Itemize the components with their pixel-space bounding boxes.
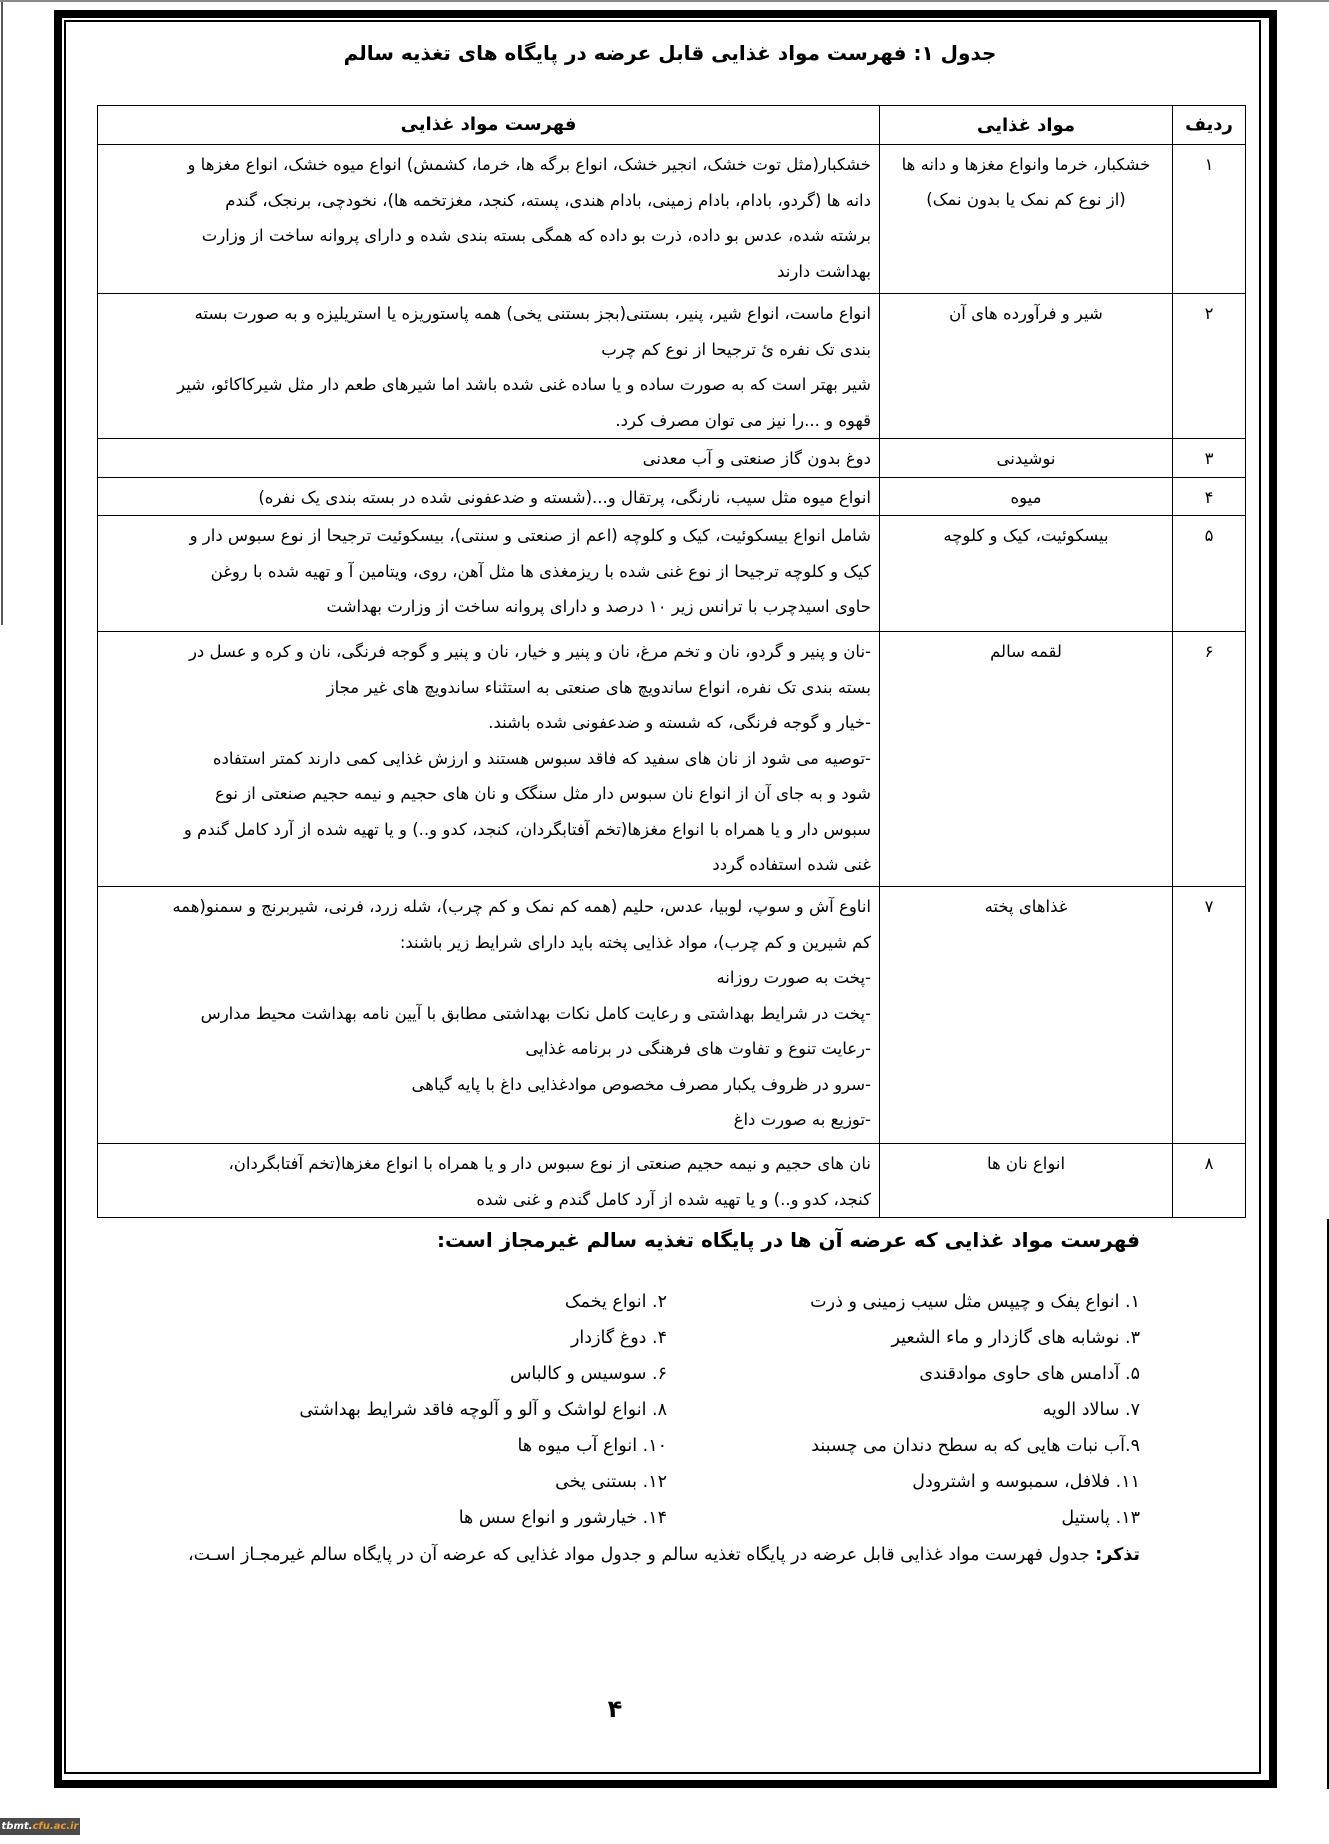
- forbidden-foods-heading: فهرست مواد غذایی که عرضه آن ها در پایگاه تغذیه سالم غیرمجاز است:: [436, 1228, 1140, 1252]
- food-description-line: بسته بندی تک نفره، انواع ساندویچ های صنعتی به استثناء ساندویچ های غیر مجاز: [326, 677, 871, 697]
- food-category-line: شیر و فرآورده های آن: [949, 304, 1103, 323]
- food-description: [98, 632, 880, 887]
- food-category: [880, 516, 1173, 632]
- table-row: [98, 887, 1246, 1144]
- top-edge-line: [0, 0, 1329, 2]
- forbidden-list-odd: [740, 1284, 1140, 1536]
- food-category-line: نوشیدنی: [996, 449, 1056, 468]
- food-category-line: (از نوع کم نمک یا بدون نمک): [926, 190, 1126, 209]
- forbidden-list-item: ۹.آب نبات هایی که به سطح دندان می چسبند: [811, 1436, 1140, 1456]
- note-label: تذکر:: [1095, 1545, 1140, 1565]
- food-description-line: کم شیرین و کم چرب)، مواد غذایی پخته باید دارای شرایط زیر باشند:: [399, 932, 871, 952]
- food-category: [880, 632, 1173, 887]
- table-header-row: [98, 106, 1246, 145]
- forbidden-list-item: ۶. سوسیس و کالباس: [509, 1364, 667, 1384]
- row-number: ۴: [1173, 477, 1246, 516]
- watermark-domain: cfu.ac.ir: [32, 1821, 79, 1832]
- food-description-line: دانه ها (گردو، بادام، بادام زمینی، بادام هندی، پسته، کنجد، مغزتخمه ها)، نخودچی، برنجک، گندم: [225, 190, 871, 210]
- row-number: ۲: [1173, 294, 1246, 439]
- forbidden-list-item: ۱۲. بستنی یخی: [555, 1472, 667, 1492]
- forbidden-list-item: ۳. نوشابه های گازدار و ماء الشعیر: [891, 1328, 1140, 1348]
- note: [188, 1538, 1140, 1572]
- food-description-line: اناوع آش و سوپ، لوبیا، عدس، حلیم (همه کم نمک و کم چرب)، شله زرد، فرنی، شیربرنج و سمنو(همه: [172, 897, 871, 916]
- forbidden-list-item: ۱. انواع پفک و چیپس مثل سیب زمینی و ذرت: [810, 1292, 1140, 1312]
- table-row: [98, 294, 1246, 439]
- food-category-line: میوه: [1010, 487, 1042, 507]
- food-description-line: انواع ماست، انواع شیر، پنیر، بستنی(بجز بستنی یخی) همه پاستوریزه یا استریلیزه و به صورت بسته: [194, 304, 871, 323]
- food-description: [98, 887, 880, 1144]
- food-description-line: -سرو در ظروف یکبار مصرف مخصوص موادغذایی داغ با پایه گیاهی: [411, 1074, 871, 1094]
- forbidden-list-item: ۱۴. خیارشور و انواع سس ها: [458, 1508, 667, 1528]
- food-category-line: غذاهای پخته: [984, 897, 1068, 916]
- forbidden-list-item: ۷. سالاد الویه: [1042, 1400, 1140, 1420]
- forbidden-list-item: ۱۳. پاستیل: [1061, 1508, 1140, 1528]
- food-description-line: شود و به جای آن از انواع نان سبوس دار مثل سنگک و نان های حجیم و نیمه حجیم صنعتی از نوع: [215, 784, 871, 803]
- food-description: [98, 294, 880, 439]
- table-row: [98, 1144, 1246, 1218]
- food-category: [880, 887, 1173, 1144]
- food-description-line: -نان و پنیر و گردو، نان و تخم مرغ، نان و پنیر و خیار، نان و پنیر و گوجه فرنگی، نان و کره و عسل در: [188, 642, 871, 661]
- table-row: [98, 477, 1246, 516]
- food-category: [880, 145, 1173, 294]
- food-description-line: کنجد، کدو و..) و یا تهیه شده از آرد کامل گندم و غنی شده: [476, 1189, 871, 1209]
- food-category-line: انواع نان ها: [986, 1154, 1066, 1173]
- food-description-line: برشته شده، عدس بو داده، ذرت بو داده که همگی بسته بندی شده و دارای پروانه ساخت از وزارت: [201, 226, 871, 245]
- food-description-line: نان های حجیم و نیمه حجیم صنعتی از نوع سبوس دار و یا همراه با انواع مغزها(تخم آفتابگردان،: [228, 1154, 871, 1173]
- table-row: [98, 145, 1246, 294]
- header-row-number: ردیف: [1173, 106, 1246, 145]
- left-edge-line: [1, 2, 3, 625]
- note-text: جدول فهرست مواد غذایی قابل عرضه در پایگاه تغذیه سالم و جدول مواد غذایی که عرضه آن در پایگاه سالم غیرمجـاز اسـت،: [187, 1545, 1096, 1565]
- forbidden-list-item: ۸. انواع لواشک و آلو و آلوچه فاقد شرایط بهداشتی: [299, 1400, 667, 1420]
- table-row: [98, 439, 1246, 478]
- food-category: [880, 477, 1173, 516]
- allowed-foods-table: [97, 105, 1246, 1218]
- food-description: [98, 1144, 880, 1218]
- header-food-list: فهرست مواد غذایی: [98, 106, 880, 145]
- food-description-line: کیک و کلوچه ترجیحا از نوع غنی شده با ریزمغذی ها مثل آهن، روی، ویتامین آ و تهیه شده با روغن: [210, 561, 871, 581]
- food-description: [98, 516, 880, 632]
- forbidden-list-item: ۱۰. انواع آب میوه ها: [517, 1436, 667, 1456]
- food-description-line: سبوس دار و یا همراه با انواع مغزها(تخم آفتابگردان، کنجد، کدو و..) و یا تهیه شده از آرد کامل گندم و: [183, 819, 871, 839]
- forbidden-list-even: [227, 1284, 667, 1536]
- food-description: [98, 439, 880, 478]
- food-description-line: غنی شده استفاده گردد: [712, 855, 871, 874]
- row-number: ۳: [1173, 439, 1246, 478]
- food-category: [880, 294, 1173, 439]
- row-number: ۵: [1173, 516, 1246, 632]
- food-category-line: خشکبار، خرما وانواع مغزها و دانه ها: [901, 155, 1151, 174]
- food-description-line: انواع میوه مثل سیب، نارنگی، پرتقال و...(شسته و ضدعفونی شده در بسته بندی یک نفره): [258, 487, 871, 507]
- watermark-prefix: tbmt.: [1, 1821, 33, 1832]
- row-number: ۱: [1173, 145, 1246, 294]
- food-category-line: بیسکوئیت، کیک و کلوچه: [943, 526, 1109, 545]
- forbidden-list-item: ۴. دوغ گازدار: [570, 1328, 667, 1348]
- food-description-line: -توزیع به صورت داغ: [733, 1110, 871, 1129]
- food-description-line: خشکبار(مثل توت خشک، انجیر خشک، انواع برگه ها، خرما، کشمش) انواع میوه خشک، انواع مغزها و: [187, 155, 871, 174]
- table-row: [98, 632, 1246, 887]
- forbidden-list-item: ۵. آدامس های حاوی موادقندی: [919, 1364, 1140, 1384]
- food-category: [880, 439, 1173, 478]
- food-description-line: بندی تک نفره ئ ترجیحا از نوع کم چرب: [601, 339, 871, 359]
- food-description-line: -رعایت تنوع و تفاوت های فرهنگی در برنامه غذایی: [525, 1039, 871, 1058]
- food-description-line: شامل انواع بیسکوئیت، کیک و کلوچه (اعم از صنعتی و سنتی)، بیسکوئیت ترجیحا از نوع سبوس دار و: [189, 526, 871, 545]
- food-description-line: شیر بهتر است که به صورت ساده و یا ساده غنی شده باشد اما شیرهای طعم دار مثل شیرکاکائو، شیر: [177, 375, 871, 394]
- food-description-line: حاوی اسیدچرب با ترانس زیر ۱۰ درصد و دارای پروانه ساخت از وزارت بهداشت: [326, 597, 871, 616]
- food-description-line: -پخت در شرایط بهداشتی و رعایت کامل نکات بهداشتی مطابق با آیین نامه بهداشت محیط مدارس: [200, 1003, 871, 1023]
- site-watermark[interactable]: [0, 1818, 80, 1835]
- header-food: مواد غذایی: [880, 106, 1173, 145]
- forbidden-list-item: ۱۱. فلافل، سمبوسه و اشترودل: [912, 1472, 1140, 1492]
- food-description-line: بهداشت دارند: [777, 261, 871, 281]
- forbidden-list-item: ۲. انواع یخمک: [564, 1292, 667, 1312]
- food-description-line: -توصیه می شود از نان های سفید که فاقد سبوس هستند و ارزش غذایی کمی دارند کمتر استفاده: [212, 748, 871, 768]
- table-title: جدول ۱: فهرست مواد غذایی قابل عرضه در پایگاه های تغذیه سالم: [343, 41, 997, 65]
- row-number: ۷: [1173, 887, 1246, 1144]
- food-description-line: -پخت به صورت روزانه: [716, 968, 871, 987]
- food-category-line: لقمه سالم: [990, 642, 1062, 661]
- food-description: [98, 477, 880, 516]
- food-description-line: قهوه و ...را نیز می توان مصرف کرد.: [615, 410, 871, 430]
- food-category: [880, 1144, 1173, 1218]
- food-description-line: دوغ بدون گاز صنعتی و آب معدنی: [642, 449, 871, 468]
- food-description-line: -خیار و گوجه فرنگی، که شسته و ضدعفونی شده باشند.: [488, 713, 871, 732]
- food-description: [98, 145, 880, 294]
- page-number: ۴: [607, 1695, 623, 1723]
- row-number: ۶: [1173, 632, 1246, 887]
- row-number: ۸: [1173, 1144, 1246, 1218]
- table-row: [98, 516, 1246, 632]
